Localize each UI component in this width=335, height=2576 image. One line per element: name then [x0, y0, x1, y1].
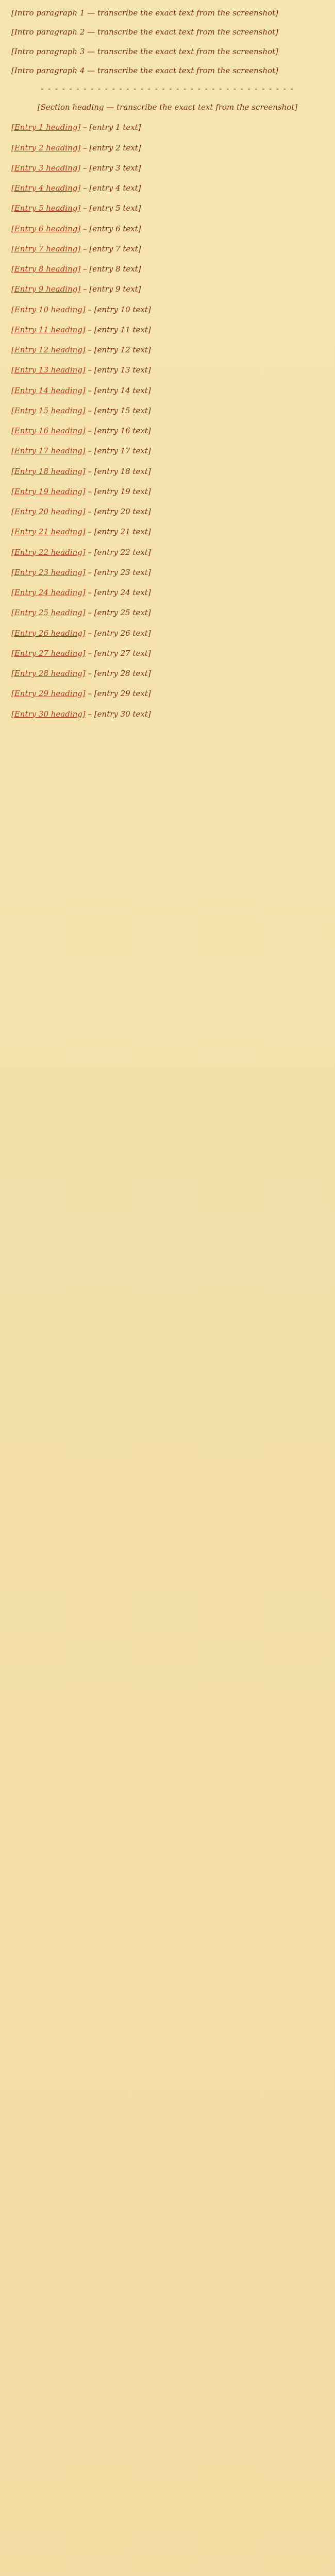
entry-heading: [Entry 26 heading]	[11, 628, 86, 638]
entry-text: – [entry 7 text]	[80, 244, 141, 253]
list-item	[11, 283, 324, 295]
entry-text: – [entry 10 text]	[85, 304, 151, 314]
entry-heading: [Entry 17 heading]	[11, 446, 86, 456]
intro-paragraph: [Intro paragraph 1 — transcribe the exact text from the screenshot]	[11, 8, 279, 18]
entry-heading: [Entry 16 heading]	[11, 426, 86, 435]
entry-text: – [entry 6 text]	[80, 224, 141, 233]
entry-heading: [Entry 14 heading]	[11, 385, 86, 395]
entry-heading: [Entry 9 heading]	[11, 284, 81, 294]
list-item	[11, 526, 324, 538]
entry-heading: [Entry 12 heading]	[11, 345, 86, 354]
entry-heading: [Entry 19 heading]	[11, 486, 86, 496]
list-item	[11, 243, 324, 255]
entry-text: – [entry 20 text]	[85, 507, 151, 516]
entry-text: – [entry 14 text]	[85, 385, 151, 395]
entry-heading: [Entry 2 heading]	[11, 143, 81, 152]
entry-text: – [entry 18 text]	[85, 466, 151, 476]
list-item	[11, 466, 324, 478]
entry-text: – [entry 28 text]	[85, 669, 151, 678]
entry-heading: [Entry 20 heading]	[11, 507, 86, 516]
list-item	[11, 122, 324, 133]
list-item	[11, 405, 324, 417]
intro-section	[11, 7, 324, 77]
entry-text: – [entry 29 text]	[85, 689, 151, 699]
entry-heading: [Entry 24 heading]	[11, 588, 86, 597]
entry-text: – [entry 21 text]	[85, 527, 151, 537]
list-item	[11, 628, 324, 639]
entry-heading: [Entry 3 heading]	[11, 163, 81, 173]
entry-heading: [Entry 13 heading]	[11, 365, 86, 375]
entry-text: – [entry 15 text]	[85, 405, 151, 415]
entry-text: – [entry 5 text]	[80, 204, 141, 213]
entry-text: – [entry 24 text]	[85, 588, 151, 597]
entry-heading: [Entry 1 heading]	[11, 123, 81, 132]
intro-paragraph: [Intro paragraph 2 — transcribe the exact text from the screenshot]	[11, 27, 279, 37]
entry-heading: [Entry 23 heading]	[11, 567, 86, 577]
entry-heading: [Entry 5 heading]	[11, 204, 81, 213]
entry-text: – [entry 19 text]	[85, 486, 151, 496]
entry-text: – [entry 8 text]	[80, 264, 141, 274]
dash-divider: - - - - - - - - - - - - - - - - - - - - - - - - - - - - - - - - - - - -	[41, 84, 294, 93]
list-item	[11, 263, 324, 275]
entry-heading: [Entry 30 heading]	[11, 709, 86, 719]
entry-heading: [Entry 29 heading]	[11, 689, 86, 699]
list-item	[11, 162, 324, 174]
list-item	[11, 344, 324, 356]
entry-text: – [entry 1 text]	[80, 123, 141, 132]
entry-text: – [entry 2 text]	[80, 143, 141, 152]
section-title: [Section heading — transcribe the exact text from the screenshot]	[37, 103, 298, 112]
list-item	[11, 445, 324, 457]
entry-heading: [Entry 10 heading]	[11, 304, 86, 314]
entry-text: – [entry 3 text]	[80, 163, 141, 173]
entry-heading: [Entry 15 heading]	[11, 405, 86, 415]
entry-heading: [Entry 21 heading]	[11, 527, 86, 537]
list-item	[11, 202, 324, 214]
entry-heading: [Entry 25 heading]	[11, 608, 86, 618]
entry-heading: [Entry 4 heading]	[11, 183, 81, 193]
list-item	[11, 567, 324, 579]
list-item	[11, 648, 324, 659]
entry-text: – [entry 30 text]	[85, 709, 151, 719]
intro-paragraph: [Intro paragraph 4 — transcribe the exact text from the screenshot]	[11, 65, 279, 75]
list-item	[11, 385, 324, 397]
list-item	[11, 324, 324, 336]
list-item	[11, 142, 324, 154]
entry-text: – [entry 12 text]	[85, 345, 151, 354]
entry-text: – [entry 25 text]	[85, 608, 151, 618]
list-item	[11, 223, 324, 235]
entry-text: – [entry 23 text]	[85, 567, 151, 577]
entry-text: – [entry 16 text]	[85, 426, 151, 435]
entry-text: – [entry 17 text]	[85, 446, 151, 456]
entry-text: – [entry 4 text]	[80, 183, 141, 193]
list-item	[11, 547, 324, 558]
entry-text: – [entry 27 text]	[85, 648, 151, 658]
list-item	[11, 304, 324, 316]
list-item	[11, 506, 324, 518]
entry-heading: [Entry 28 heading]	[11, 669, 86, 678]
list-item	[11, 364, 324, 376]
list-item	[11, 607, 324, 619]
list-item	[11, 182, 324, 194]
entry-text: – [entry 26 text]	[85, 628, 151, 638]
entry-heading: [Entry 8 heading]	[11, 264, 81, 274]
entry-heading: [Entry 27 heading]	[11, 648, 86, 658]
entry-text: – [entry 11 text]	[85, 325, 151, 334]
list-item	[11, 688, 324, 700]
entry-text: – [entry 9 text]	[80, 284, 141, 294]
entry-text: – [entry 13 text]	[85, 365, 151, 375]
entry-heading: [Entry 18 heading]	[11, 466, 86, 476]
list-item	[11, 587, 324, 599]
intro-paragraph: [Intro paragraph 3 — transcribe the exact text from the screenshot]	[11, 46, 279, 56]
entry-heading: [Entry 11 heading]	[11, 325, 86, 334]
list-item	[11, 668, 324, 680]
entry-heading: [Entry 7 heading]	[11, 244, 81, 253]
list-item	[11, 708, 324, 720]
list-item	[11, 425, 324, 437]
list-item	[11, 486, 324, 498]
entry-text: – [entry 22 text]	[85, 547, 151, 557]
entry-heading: [Entry 22 heading]	[11, 547, 86, 557]
entry-heading: [Entry 6 heading]	[11, 224, 81, 233]
entries-list	[11, 122, 324, 720]
